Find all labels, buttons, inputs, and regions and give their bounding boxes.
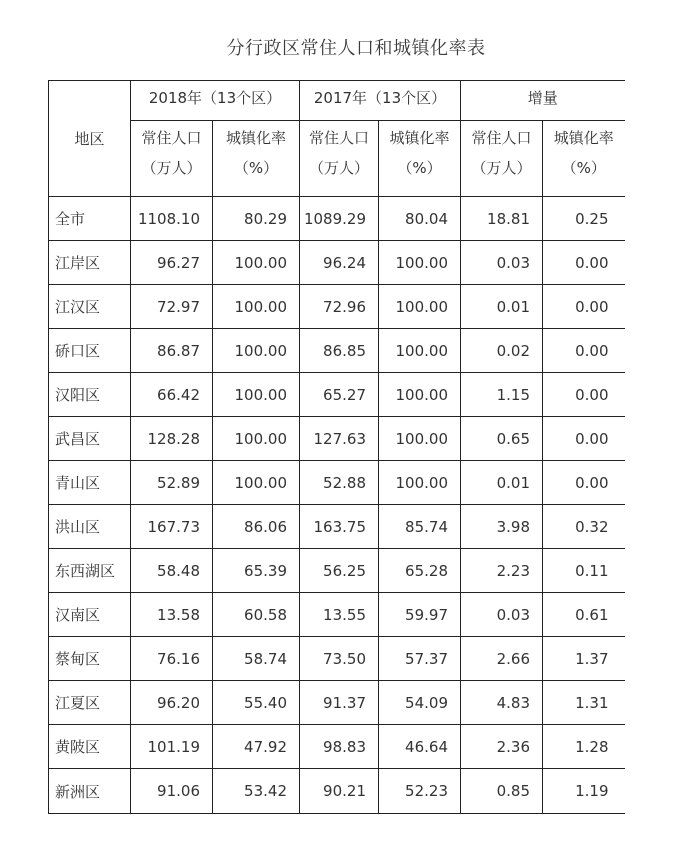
pop-2018-cell: 1108.10: [131, 197, 213, 241]
table-row: [49, 373, 625, 417]
header-area: 地区: [49, 81, 131, 197]
pop-2017-cell: 98.83: [300, 725, 379, 769]
header-group-increment: 增量: [461, 81, 625, 121]
pop-2018-cell: 101.19: [131, 725, 213, 769]
rate-increment-cell: 0.25: [543, 197, 625, 241]
header-rate-label: 城镇化率: [389, 129, 450, 147]
header-rate-2018: [213, 121, 300, 197]
header-rate-increment: [543, 121, 625, 197]
pop-increment-cell: 3.98: [461, 505, 543, 549]
rate-increment-cell: 1.37: [543, 637, 625, 681]
header-pop-unit: （万人）: [308, 159, 369, 177]
header-rate-unit: （%）: [233, 159, 279, 177]
population-urbanization-table: [48, 80, 625, 814]
rate-increment-cell: 0.00: [543, 329, 625, 373]
header-rate-2017: [379, 121, 461, 197]
pop-2018-cell: 128.28: [131, 417, 213, 461]
region-name: 东西湖区: [49, 549, 131, 593]
table-row: [49, 417, 625, 461]
pop-increment-cell: 2.66: [461, 637, 543, 681]
pop-2017-cell: 13.55: [300, 593, 379, 637]
rate-2017-cell: 54.09: [379, 681, 461, 725]
table-row: [49, 505, 625, 549]
region-name: 洪山区: [49, 505, 131, 549]
pop-increment-cell: 0.01: [461, 461, 543, 505]
header-pop-label: 常住人口: [141, 129, 202, 147]
table-row: [49, 241, 625, 285]
header-pop-label: 常住人口: [308, 129, 369, 147]
region-name: 青山区: [49, 461, 131, 505]
rate-2017-cell: 100.00: [379, 285, 461, 329]
rate-2018-cell: 55.40: [213, 681, 300, 725]
rate-2017-cell: 46.64: [379, 725, 461, 769]
header-rate-label: 城镇化率: [225, 129, 286, 147]
region-name: 黄陂区: [49, 725, 131, 769]
rate-increment-cell: 0.00: [543, 417, 625, 461]
pop-increment-cell: 0.65: [461, 417, 543, 461]
region-name: 蔡甸区: [49, 637, 131, 681]
rate-increment-cell: 1.28: [543, 725, 625, 769]
pop-2018-cell: 96.20: [131, 681, 213, 725]
pop-2017-cell: 65.27: [300, 373, 379, 417]
pop-2018-cell: 72.97: [131, 285, 213, 329]
rate-2018-cell: 53.42: [213, 769, 300, 814]
pop-increment-cell: 0.03: [461, 593, 543, 637]
table-row: [49, 681, 625, 725]
rate-2018-cell: 100.00: [213, 329, 300, 373]
pop-2018-cell: 52.89: [131, 461, 213, 505]
rate-increment-cell: 0.00: [543, 373, 625, 417]
rate-2018-cell: 100.00: [213, 285, 300, 329]
header-pop-unit: （万人）: [141, 159, 202, 177]
region-name: 江岸区: [49, 241, 131, 285]
rate-2018-cell: 100.00: [213, 461, 300, 505]
header-rate-unit: （%）: [397, 159, 442, 177]
pop-2018-cell: 86.87: [131, 329, 213, 373]
rate-2017-cell: 65.28: [379, 549, 461, 593]
table-row: [49, 549, 625, 593]
header-pop-label: 常住人口: [471, 129, 532, 147]
rate-increment-cell: 0.32: [543, 505, 625, 549]
rate-2018-cell: 65.39: [213, 549, 300, 593]
header-pop-unit: （万人）: [471, 159, 532, 177]
rate-2017-cell: 100.00: [379, 461, 461, 505]
pop-increment-cell: 1.15: [461, 373, 543, 417]
rate-2018-cell: 60.58: [213, 593, 300, 637]
pop-2017-cell: 91.37: [300, 681, 379, 725]
header-group-2018: 2018年（13个区）: [131, 81, 300, 121]
header-pop-2018: [131, 121, 213, 197]
rate-2017-cell: 59.97: [379, 593, 461, 637]
pop-increment-cell: 4.83: [461, 681, 543, 725]
pop-2017-cell: 52.88: [300, 461, 379, 505]
rate-2018-cell: 100.00: [213, 417, 300, 461]
rate-2018-cell: 58.74: [213, 637, 300, 681]
header-group-2017: 2017年（13个区）: [300, 81, 461, 121]
rate-increment-cell: 0.00: [543, 461, 625, 505]
pop-2017-cell: 127.63: [300, 417, 379, 461]
table-row: [49, 725, 625, 769]
pop-2017-cell: 96.24: [300, 241, 379, 285]
pop-2017-cell: 1089.29: [300, 197, 379, 241]
table-title: 分行政区常住人口和城镇化率表: [226, 38, 486, 59]
table-body: [49, 197, 625, 814]
rate-2017-cell: 100.00: [379, 329, 461, 373]
rate-increment-cell: 0.11: [543, 549, 625, 593]
pop-2017-cell: 163.75: [300, 505, 379, 549]
pop-increment-cell: 2.36: [461, 725, 543, 769]
pop-2017-cell: 86.85: [300, 329, 379, 373]
table-row: [49, 637, 625, 681]
rate-2018-cell: 100.00: [213, 241, 300, 285]
pop-2018-cell: 58.48: [131, 549, 213, 593]
rate-2017-cell: 100.00: [379, 417, 461, 461]
pop-2018-cell: 96.27: [131, 241, 213, 285]
rate-2017-cell: 85.74: [379, 505, 461, 549]
region-name: 硚口区: [49, 329, 131, 373]
pop-2018-cell: 91.06: [131, 769, 213, 814]
table-row: [49, 329, 625, 373]
region-name: 江汉区: [49, 285, 131, 329]
pop-2017-cell: 90.21: [300, 769, 379, 814]
rate-increment-cell: 1.19: [543, 769, 625, 814]
rate-2018-cell: 100.00: [213, 373, 300, 417]
pop-2017-cell: 56.25: [300, 549, 379, 593]
pop-2017-cell: 73.50: [300, 637, 379, 681]
pop-2018-cell: 167.73: [131, 505, 213, 549]
table-row: [49, 461, 625, 505]
pop-increment-cell: 2.23: [461, 549, 543, 593]
region-name: 武昌区: [49, 417, 131, 461]
table-row: [49, 769, 625, 814]
rate-2018-cell: 80.29: [213, 197, 300, 241]
rate-2018-cell: 86.06: [213, 505, 300, 549]
header-pop-2017: [300, 121, 379, 197]
rate-2018-cell: 47.92: [213, 725, 300, 769]
table-row: [49, 593, 625, 637]
rate-2017-cell: 80.04: [379, 197, 461, 241]
table-row: [49, 285, 625, 329]
pop-increment-cell: 0.03: [461, 241, 543, 285]
pop-2018-cell: 66.42: [131, 373, 213, 417]
pop-increment-cell: 0.85: [461, 769, 543, 814]
header-rate-unit: （%）: [561, 159, 606, 177]
pop-increment-cell: 0.01: [461, 285, 543, 329]
rate-2017-cell: 57.37: [379, 637, 461, 681]
pop-2018-cell: 76.16: [131, 637, 213, 681]
rate-increment-cell: 0.00: [543, 241, 625, 285]
rate-2017-cell: 100.00: [379, 373, 461, 417]
region-name: 汉南区: [49, 593, 131, 637]
rate-increment-cell: 1.31: [543, 681, 625, 725]
header-rate-label: 城镇化率: [553, 129, 614, 147]
rate-increment-cell: 0.00: [543, 285, 625, 329]
rate-2017-cell: 100.00: [379, 241, 461, 285]
region-name: 全市: [49, 197, 131, 241]
region-name: 汉阳区: [49, 373, 131, 417]
header-pop-increment: [461, 121, 543, 197]
region-name: 新洲区: [49, 769, 131, 814]
table-row: [49, 197, 625, 241]
pop-2018-cell: 13.58: [131, 593, 213, 637]
pop-increment-cell: 0.02: [461, 329, 543, 373]
rate-2017-cell: 52.23: [379, 769, 461, 814]
pop-increment-cell: 18.81: [461, 197, 543, 241]
region-name: 江夏区: [49, 681, 131, 725]
pop-2017-cell: 72.96: [300, 285, 379, 329]
rate-increment-cell: 0.61: [543, 593, 625, 637]
